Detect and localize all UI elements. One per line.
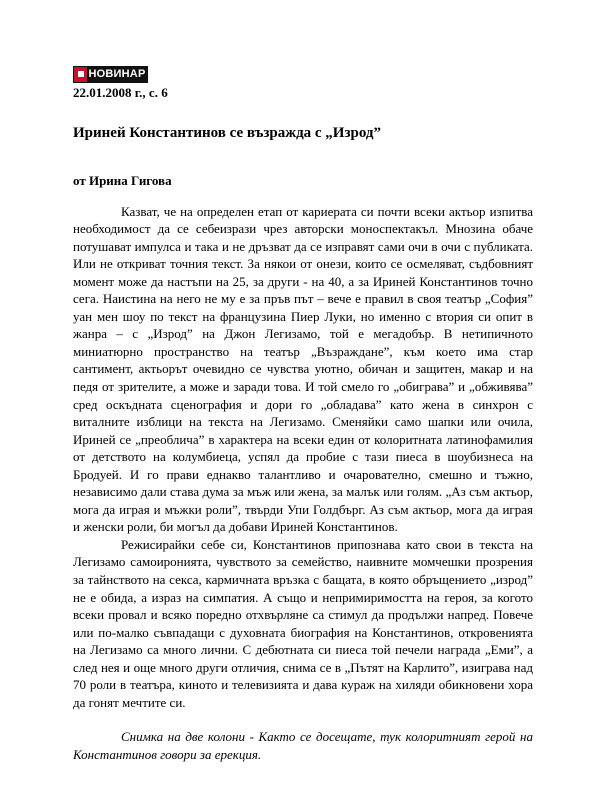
photo-caption: Снимка на две колони - Както се досещате, тук колоритният герой на Константинов говори за ерекция. [73, 729, 533, 762]
novinar-logo [73, 66, 148, 83]
article-byline: от Ирина Гигова [73, 172, 172, 188]
article-title: Ириней Константинов се възражда с „Изрод” [73, 124, 382, 141]
article-body [73, 203, 533, 712]
logo-square-icon [74, 67, 87, 82]
article-page [73, 64, 533, 763]
logo-wordmark: НОВИНАР [88, 68, 146, 80]
issue-date: 22.01.2008 г., с. 6 [73, 84, 168, 100]
paragraph: Режисирайки себе си, Константинов припознава като свои в текста на Легизамо самоиронията, чувството за семейство, наивните момчешки прозрения за тайнството на секса, кармичната връзка с бащата, в която обръщението „изрод” не е обида, а израз на симпатия. А също и непримиримостта на героя, за когото всеки провал и всяко поредно отхвърляне са стимул да продължи напред. Повече или по-малко съвпадащи с духовната биография на Константинов, откровенията на Легизамо са много лични. С дебютната си пиеса той печели награда „Еми”, а след нея и още много други отличия, снима се в „Пътят на Карлито”, изиграва над 70 роли в театъра, киното и телевизията и дава кураж на хиляди обикновени хора да гонят мечтите си. [73, 536, 533, 710]
paragraph: Казват, че на определен етап от кариерата си почти всеки актьор изпитва необходимост да се себеизрази чрез авторски моноспектакъл. Мнозина обаче потушават импулса и така и не дръзват да се изправят сами очи в очи с публиката. Или не откриват точния текст. За някои от онези, които се осмеляват, съдбовният момент може да настъпи на 25, за други - на 40, а за Ириней Константинов точно сега. Наистина на него не му е за пръв път – вече е правил в своя театър „София” уан мен шоу по текст на французина Пиер Луки, но именно с втория си опит в жанра – с „Изрод” на Джон Легизамо, той е мегадобър. В нетипичното миниатюрно пространство на театър „Възраждане”, към което има стар сантимент, актьорът очевидно се чувства уютно, обичан и защитен, макар и на педя от зрителите, а може и заради това. И той смело го „обиграва” и „обживява” сред оскъдната сценография и дори го „обладава” като жена в синхрон с виталните изблици на текста на Легизамо. Сменяйки само шапки или очила, Ириней се „преоблича” в характера на всеки един от колоритната латинофамилия от детството на колумбиеца, успял да пробие с тази пиеса в шоубизнеса на Бродуей. И го прави еднакво талантливо и очарователно, смешно и тъжно, независимо дали става дума за мъж или жена, за малък или голям. „Аз съм актьор, мога да играя и мъжки роли”, твърди Упи Голдбърг. Аз съм актьор, мога да играя и женски роли, би могъл да добави Ириней Константинов. [73, 203, 533, 535]
